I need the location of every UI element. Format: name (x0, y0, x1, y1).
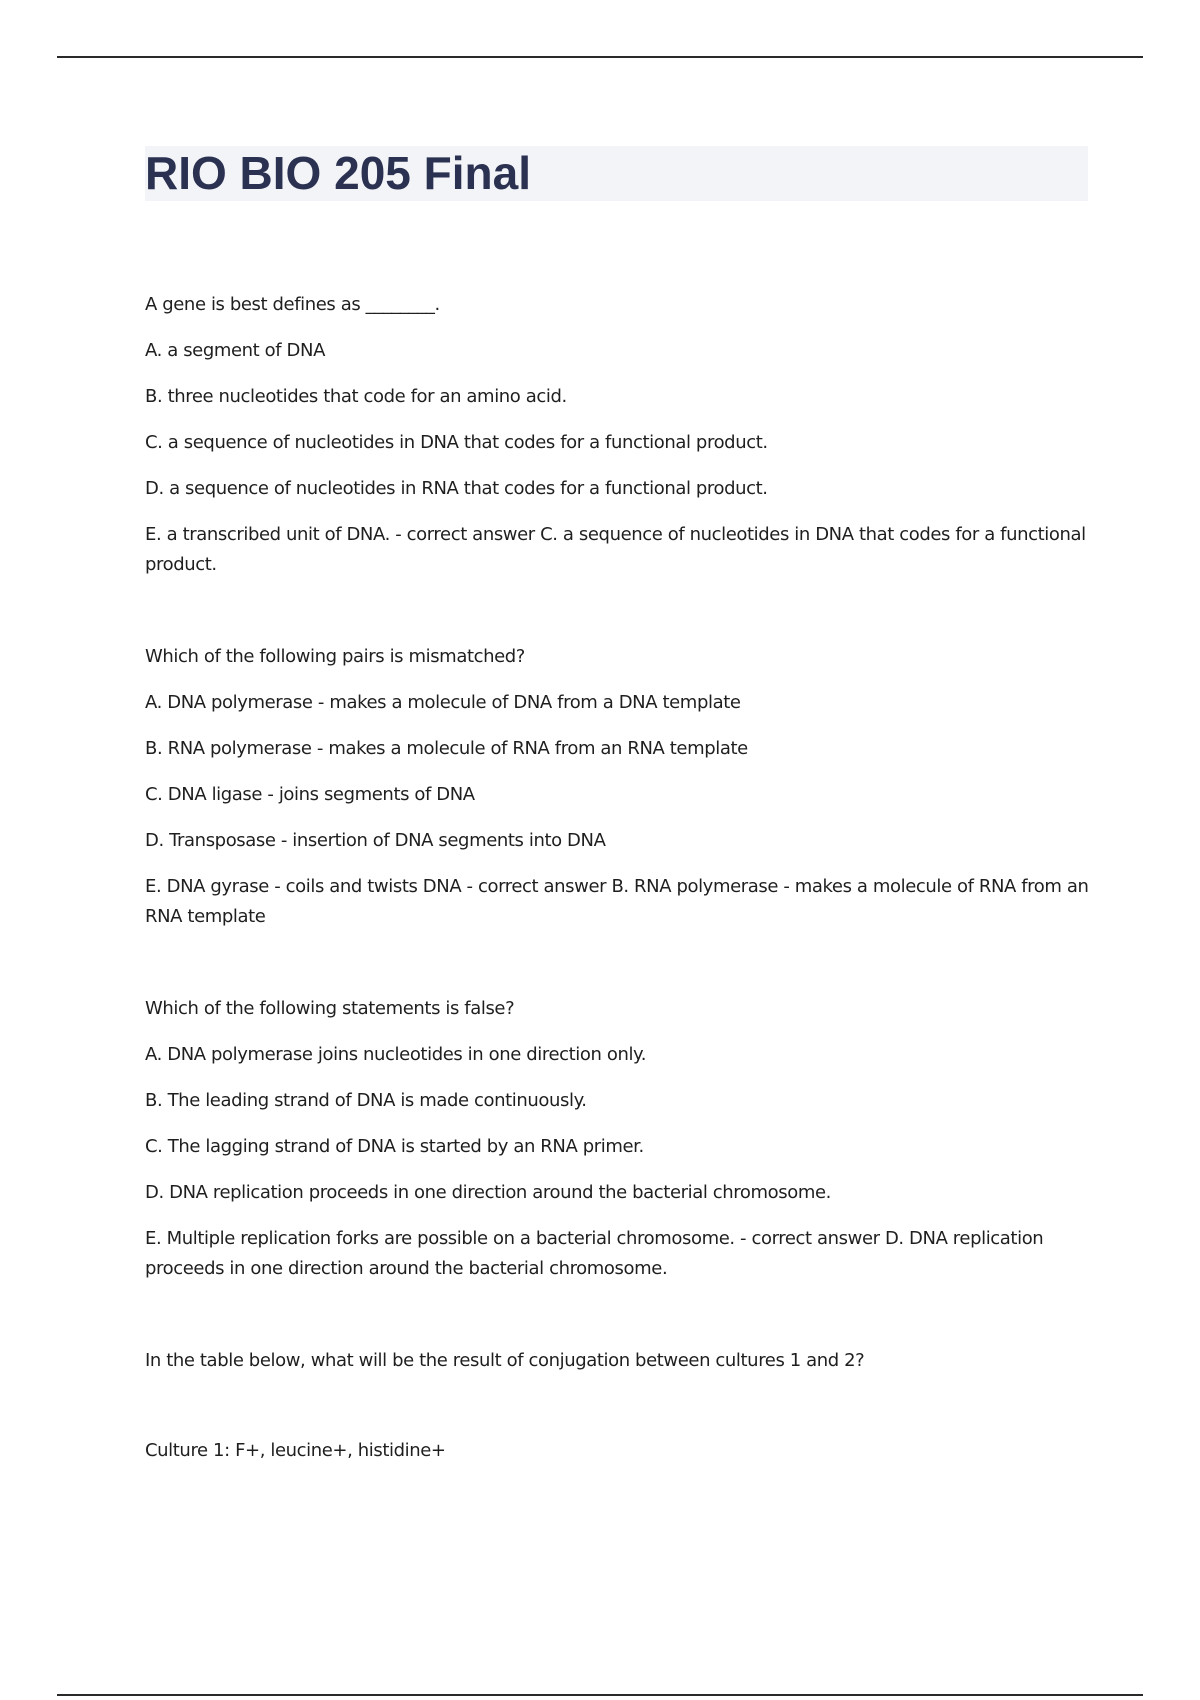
answer-option: C. The lagging strand of DNA is started by an RNA primer. (145, 1136, 644, 1157)
answer-option: B. RNA polymerase - makes a molecule of RNA from an RNA template (145, 738, 748, 759)
answer-option: D. a sequence of nucleotides in RNA that codes for a functional product. (145, 478, 768, 499)
answer-option-with-correct-answer: E. Multiple replication forks are possible on a bacterial chromosome. - correct answer D. DNA replication proceeds in one direction around the bacterial chromosome. (145, 1228, 1044, 1279)
answer-option: D. DNA replication proceeds in one direction around the bacterial chromosome. (145, 1182, 831, 1203)
question-1 (145, 290, 1090, 580)
question-2 (145, 642, 1090, 932)
answer-option: D. Transposase - insertion of DNA segments into DNA (145, 830, 606, 851)
answer-option: B. The leading strand of DNA is made continuously. (145, 1090, 587, 1111)
question-prompt: A gene is best defines as ________. (145, 294, 440, 315)
answer-option-with-correct-answer: E. DNA gyrase - coils and twists DNA - correct answer B. RNA polymerase - makes a molecule of RNA from an RNA template (145, 876, 1089, 927)
answer-option: A. a segment of DNA (145, 340, 325, 361)
answer-option: A. DNA polymerase - makes a molecule of DNA from a DNA template (145, 692, 741, 713)
question-prompt: Which of the following pairs is mismatched? (145, 646, 525, 667)
answer-option-with-correct-answer: E. a transcribed unit of DNA. - correct answer C. a sequence of nucleotides in DNA that codes for a functional product. (145, 524, 1086, 575)
culture-description: Culture 1: F+, leucine+, histidine+ (145, 1440, 446, 1461)
question-prompt: Which of the following statements is false? (145, 998, 515, 1019)
answer-option: C. DNA ligase - joins segments of DNA (145, 784, 475, 805)
answer-option: B. three nucleotides that code for an amino acid. (145, 386, 567, 407)
document-title: RIO BIO 205 Final (145, 147, 531, 199)
question-4 (145, 1346, 1090, 1466)
question-3 (145, 994, 1090, 1284)
bottom-divider (57, 1694, 1143, 1696)
answer-option: A. DNA polymerase joins nucleotides in one direction only. (145, 1044, 647, 1065)
top-divider (57, 56, 1143, 58)
answer-option: C. a sequence of nucleotides in DNA that codes for a functional product. (145, 432, 768, 453)
document-body (145, 290, 1090, 1528)
question-prompt: In the table below, what will be the result of conjugation between cultures 1 and 2? (145, 1350, 865, 1371)
